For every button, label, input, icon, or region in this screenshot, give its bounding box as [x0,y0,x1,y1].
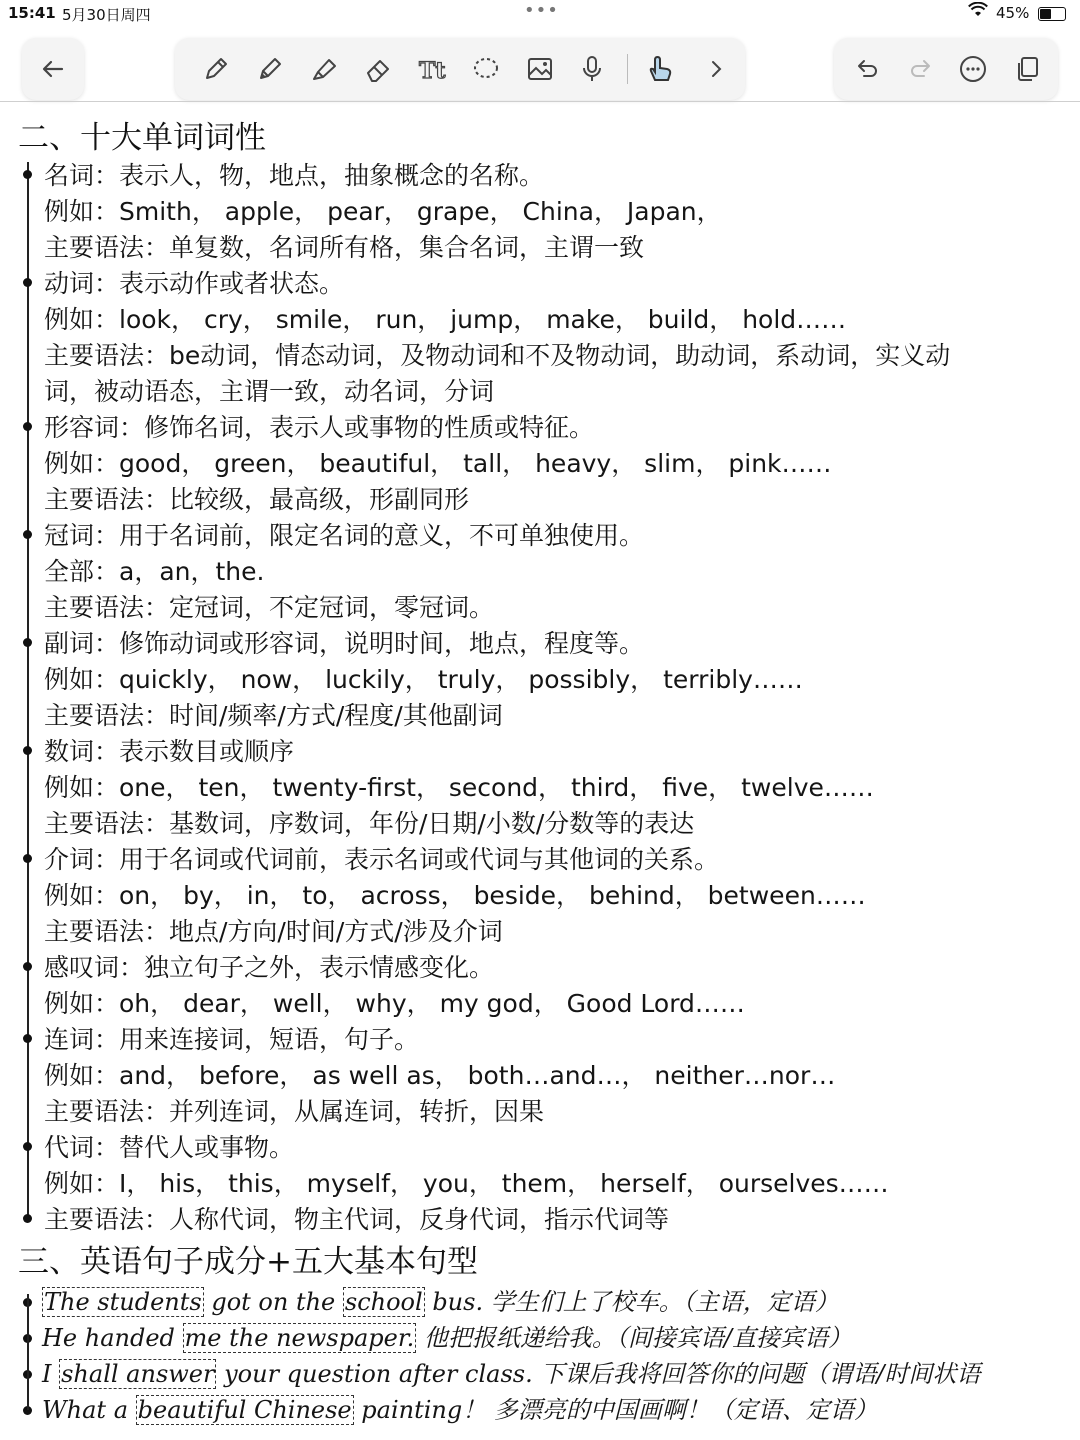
battery-icon [1038,7,1066,21]
heading-sentence-components: 三、英语句子成分+五大基本句型 [18,1244,478,1280]
note-line: 主要语法：be动词，情态动词，及物动词和不及物动词，助动词，系动词，实义动 [44,341,951,370]
note-line: 动词：表示动作或者状态。 [44,269,345,298]
sentence-2 [42,1318,852,1353]
outline-bullet [23,746,32,755]
boxed-phrase: shall answer [61,1360,215,1388]
microphone-icon[interactable] [573,50,611,88]
note-line: 例如：good， green， beautiful， tall， heavy， slim， pink…… [44,449,832,478]
sentence-3 [42,1354,980,1389]
note-line: 例如：I， his， this， myself， you， them， herself， ourselves…… [44,1169,889,1198]
touch-hand-icon[interactable] [641,50,679,88]
outline-bullet [23,1034,32,1043]
text-icon[interactable] [413,50,451,88]
sentence-text: He handed [42,1324,183,1352]
battery-percent: 45% [996,4,1030,22]
note-line: 冠词：用于名词前，限定名词的意义，不可单独使用。 [44,521,645,550]
outline-bullet [23,638,32,647]
chevron-right-icon[interactable] [697,50,735,88]
heading-parts-of-speech: 二、十大单词词性 [18,120,266,156]
outline-bullet [23,854,32,863]
note-line: 主要语法：单复数，名词所有格，集合名词，主谓一致 [44,233,645,262]
note-line: 词，被动语态，主谓一致，动名词，分词 [44,377,495,406]
sentence-text: I [42,1360,60,1388]
note-line: 主要语法：人称代词，物主代词，反身代词，指示代词等 [44,1205,670,1234]
undo-icon[interactable] [848,50,886,88]
note-line: 例如：one， ten， twenty-first， second， third， five， twelve…… [44,773,874,802]
boxed-phrase: me the newspaper. [184,1324,415,1352]
note-line: 全部：a，an，the. [44,557,265,586]
outline-bullet [23,962,32,971]
toolbar-divider [627,54,628,84]
pencil-icon[interactable] [251,50,289,88]
outline-line-2 [27,1294,29,1410]
note-line: 例如：quickly， now， luckily， truly， possibly， terribly…… [44,665,803,694]
boxed-phrase: beautiful Chinese [137,1396,352,1424]
status-date: 5月30日周四 [62,6,151,24]
sentence-text: painting！ 多漂亮的中国画啊！（定语、定语） [353,1396,878,1424]
sentence-1 [42,1282,839,1317]
tools-pill [175,38,745,100]
note-line: 例如：on， by， in， to， across， beside， behind， between…… [44,881,866,910]
outline-bullet [23,278,32,287]
svg-text:Tt: Tt [419,58,446,84]
sentence-text: 他把报纸递给我。（间接宾语/直接宾语） [416,1324,853,1352]
pages-icon[interactable] [1008,50,1046,88]
sentence-text: got on the [203,1288,343,1316]
note-line: 例如：look， cry， smile， run， jump， make， build， hold…… [44,305,847,334]
note-line: 代词：替代人或事物。 [44,1133,295,1162]
note-canvas[interactable] [0,102,1080,1440]
image-icon[interactable] [521,50,559,88]
note-line: 感叹词：独立句子之外，表示情感变化。 [44,953,495,982]
note-line: 主要语法：地点/方向/时间/方式/涉及介词 [44,917,503,946]
note-line: 主要语法：并列连词，从属连词，转折，因果 [44,1097,545,1126]
more-icon[interactable] [954,50,992,88]
outline-bullet [23,170,32,179]
back-arrow-icon[interactable] [34,50,72,88]
sentence-4 [42,1390,878,1425]
highlighter-icon[interactable] [305,50,343,88]
lasso-icon[interactable] [467,50,505,88]
redo-icon[interactable] [902,50,940,88]
status-time: 15:41 [8,4,56,22]
note-line: 例如：oh， dear， well， why， my god， Good Lord…… [44,989,745,1018]
note-line: 例如：Smith， apple， pear， grape， China， Japan， [44,197,722,226]
eraser-icon[interactable] [359,50,397,88]
note-line: 副词：修饰动词或形容词，说明时间，地点，程度等。 [44,629,645,658]
sentence-text: your question after class. 下课后我将回答你的问题（谓语/时间状语 [216,1360,981,1388]
outline-bullet [23,1214,32,1223]
note-line: 介词：用于名词或代词前，表示名词或代词与其他词的关系。 [44,845,720,874]
sentence-text: bus. 学生们上了校车。（主语，定语） [424,1288,839,1316]
outline-bullet [23,422,32,431]
actions-pill [834,38,1058,100]
outline-bullet [23,1142,32,1151]
note-line: 数词：表示数目或顺序 [44,737,295,766]
pen-icon[interactable] [197,50,235,88]
note-line: 主要语法：基数词，序数词，年份/日期/小数/分数等的表达 [44,809,695,838]
outline-line [27,162,29,1222]
note-line: 连词：用来连接词，短语，句子。 [44,1025,420,1054]
note-line: 例如：and， before， as well as， both…and…， neither…nor… [44,1061,836,1090]
sentence-text: What a [42,1396,136,1424]
note-line: 主要语法：定冠词，不定冠词，零冠词。 [44,593,495,622]
status-bar [0,0,1080,28]
multitask-dots-icon[interactable]: ••• [524,0,559,21]
note-line: 主要语法：比较级，最高级，形副同形 [44,485,470,514]
boxed-phrase: The students [44,1288,202,1316]
note-line: 名词：表示人，物，地点，抽象概念的名称。 [44,161,545,190]
wifi-icon [968,2,988,22]
outline-bullet [23,530,32,539]
note-line: 形容词：修饰名词，表示人或事物的性质或特征。 [44,413,595,442]
note-line: 主要语法：时间/频率/方式/程度/其他副词 [44,701,503,730]
boxed-phrase: school [344,1288,423,1316]
back-pill [22,38,84,100]
